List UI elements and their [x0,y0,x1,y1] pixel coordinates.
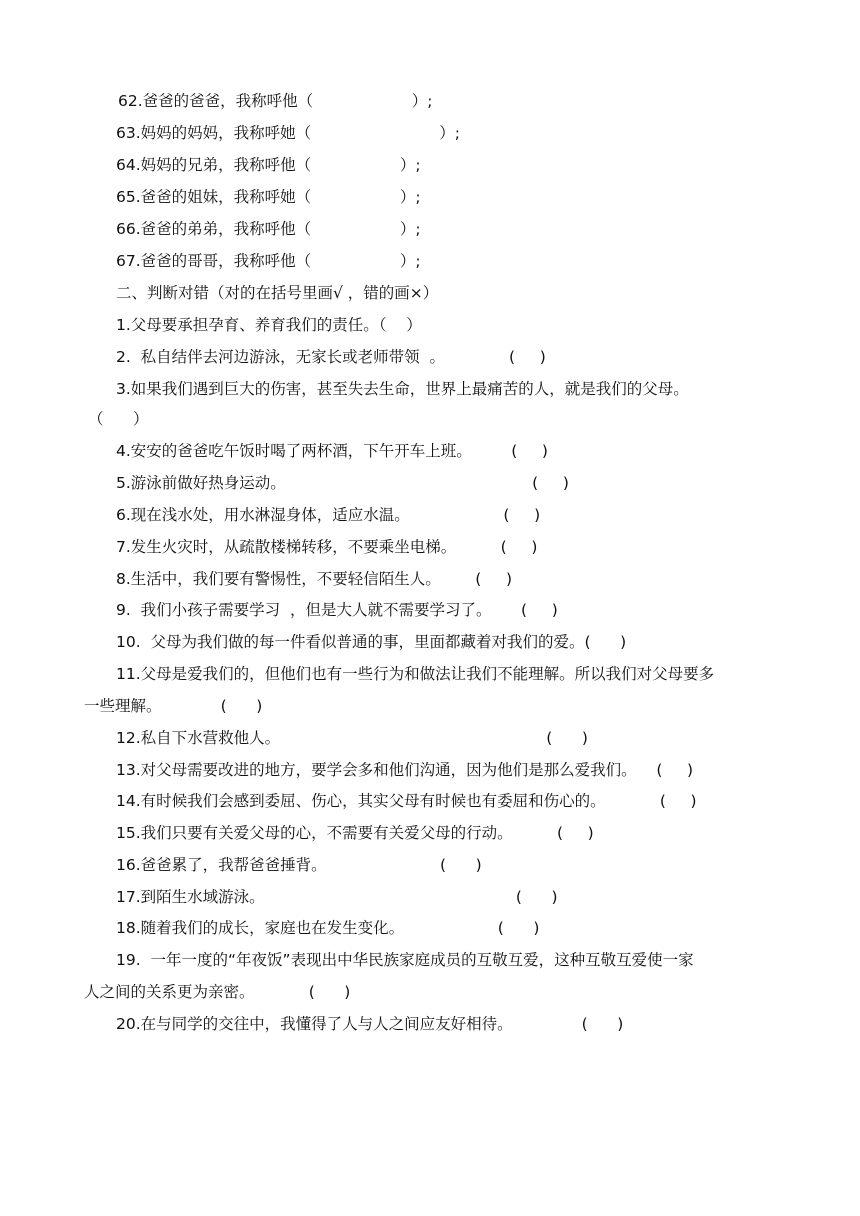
judge-item: 20.在与同学的交往中，我懂得了人与人之间应友好相待。 ( ) [116,1015,624,1033]
section-title: 二、判断对错（对的在括号里画√ ，错的画×） [116,284,439,302]
judge-item: 12.私自下水营救他人。 ( ) [116,729,588,747]
judge-item-continuation: （ ） [88,410,149,428]
fill-in-item: 62.爸爸的爸爸，我称呼他（ ）; [118,92,433,110]
judge-item: 3.如果我们遇到巨大的伤害，甚至失去生命，世界上最痛苦的人，就是我们的父母。 [116,380,689,398]
judge-item: 17.到陌生水域游泳。 ( ) [116,888,558,906]
judge-item: 4.安安的爸爸吃午饭时喝了两杯酒，下午开车上班。 ( ) [116,442,548,460]
fill-in-item: 66.爸爸的弟弟，我称呼他（ ）; [116,220,421,238]
judge-item: 7.发生火灾时，从疏散楼梯转移，不要乘坐电梯。 ( ) [116,538,538,556]
judge-item: 9. 我们小孩子需要学习 ，但是大人就不需要学习了。 ( ) [116,601,558,619]
judge-item: 14.有时候我们会感到委屈、伤心，其实父母有时候也有委屈和伤心的。 ( ) [116,792,697,810]
judge-item: 6.现在浅水处，用水淋湿身体，适应水温。 ( ) [116,506,541,524]
judge-item: 2. 私自结伴去河边游泳，无家长或老师带领 。 ( ) [116,348,546,366]
fill-in-item: 67.爸爸的哥哥，我称呼他（ ）; [116,252,421,270]
judge-item: 5.游泳前做好热身运动。 ( ) [116,474,569,492]
judge-item: 16.爸爸累了，我帮爸爸捶背。 ( ) [116,856,482,874]
judge-item: 11.父母是爱我们的，但他们也有一些行为和做法让我们不能理解。所以我们对父母要多 [116,665,715,683]
judge-item: 10. 父母为我们做的每一件看似普通的事，里面都藏着对我们的爱。( ) [116,633,627,651]
judge-item: 8.生活中，我们要有警惕性，不要轻信陌生人。 ( ) [116,570,513,588]
judge-item-continuation: 一些理解。 ( ) [84,697,263,715]
judge-item: 1.父母要承担孕育、养育我们的责任。（ ） [116,316,422,334]
fill-in-item: 64.妈妈的兄弟，我称呼他（ ）; [116,156,421,174]
judge-item: 19. 一年一度的“年夜饭”表现出中华民族家庭成员的互敬互爱，这种互敬互爱使一家 [116,951,694,969]
fill-in-item: 63.妈妈的妈妈，我称呼她（ ）; [116,124,460,142]
judge-item: 15.我们只要有关爱父母的心，不需要有关爱父母的行动。 ( ) [116,824,594,842]
judge-item: 18.随着我们的成长，家庭也在发生变化。 ( ) [116,919,540,937]
judge-item-continuation: 人之间的关系更为亲密。 ( ) [84,983,351,1001]
fill-in-item: 65.爸爸的姐妹，我称呼她（ ）; [116,188,421,206]
judge-item: 13.对父母需要改进的地方，要学会多和他们沟通，因为他们是那么爱我们。 ( ) [116,761,694,779]
